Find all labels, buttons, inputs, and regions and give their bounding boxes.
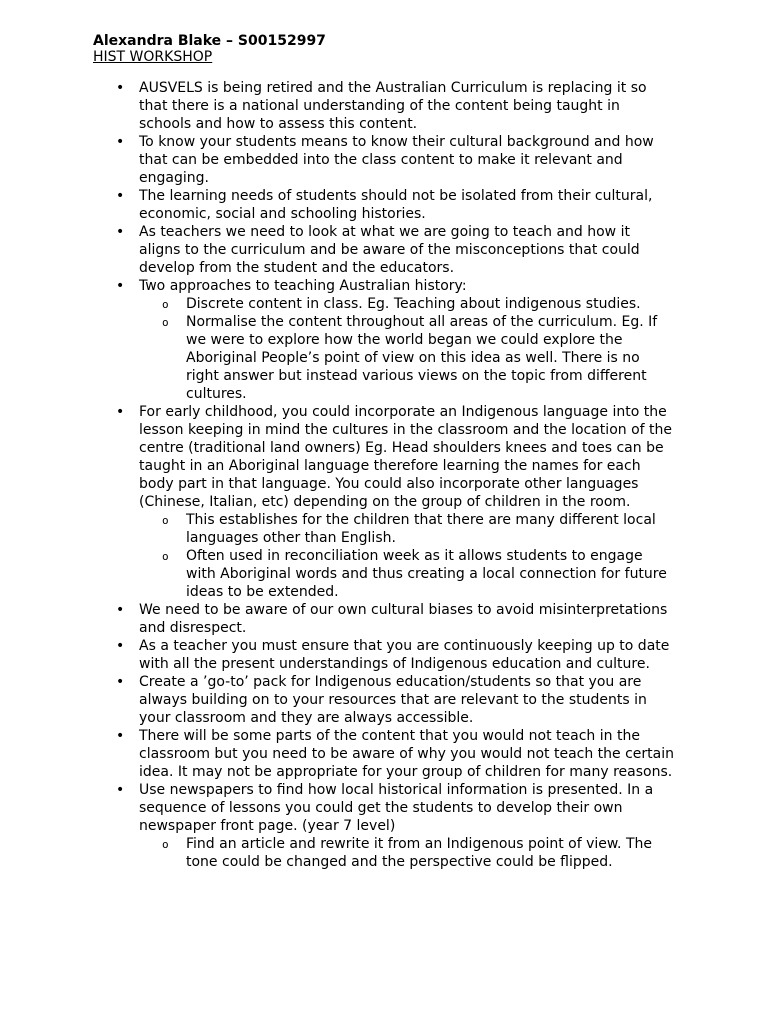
bullet-item <box>0 223 675 277</box>
bullet-item <box>0 133 675 187</box>
document-header <box>93 33 326 65</box>
bullet-item <box>0 637 675 673</box>
sub-bullet-item: o Find an article and rewrite it from an Indigenous point of view. The tone could be changed and the perspective could be flipped. <box>186 835 675 871</box>
bullet-text: Use newspapers to find how local historical information is presented. In a sequence of lessons you could get the students to develop their own newspaper front page. (year 7 level) <box>139 782 654 834</box>
bullet-text: As teachers we need to look at what we are going to teach and how it aligns to the curriculum and be aware of the misconceptions that could develop from the student and the educators. <box>139 224 640 276</box>
bullet-text: The learning needs of students should not be isolated from their cultural, economic, social and schooling histories. <box>139 188 653 222</box>
bullet-text: There will be some parts of the content that you would not teach in the classroom but you need to be aware of why you would not teach the certain idea. It may not be appropriate for your group of children for many reasons. <box>139 728 675 780</box>
bullet-item <box>0 727 675 781</box>
bullet-item <box>0 673 675 727</box>
bullet-item <box>0 187 675 223</box>
bullet-item <box>0 403 675 601</box>
sub-bullet-item: o Normalise the content throughout all areas of the curriculum. Eg. If we were to explore how the world began we could explore the Aboriginal People’s point of view on this idea as well. There is no right answer but instead various views on the topic from different cultures. <box>186 313 675 403</box>
sub-list <box>139 835 675 871</box>
bullet-item <box>0 79 675 133</box>
sub-bullet-item: o Discrete content in class. Eg. Teaching about indigenous studies. <box>186 295 675 313</box>
sub-bullet-item: o Often used in reconciliation week as it allows students to engage with Aboriginal words and thus creating a local connection for future ideas to be extended. <box>186 547 675 601</box>
bullet-text: As a teacher you must ensure that you are continuously keeping up to date with all the present understandings of Indigenous education and culture. <box>139 638 670 672</box>
bullet-text: Create a ’go-to’ pack for Indigenous education/students so that you are always building on to your resources that are relevant to the students in your classroom and they are always accessible. <box>139 674 647 726</box>
bullet-item <box>0 601 675 637</box>
sub-list <box>139 295 675 403</box>
bullet-item <box>0 277 675 403</box>
bullet-item <box>0 781 675 871</box>
bullet-text: To know your students means to know their cultural background and how that can be embedded into the class content to make it relevant and engaging. <box>139 134 654 186</box>
notes-list <box>0 79 768 871</box>
sub-list <box>139 511 675 601</box>
bullet-text: AUSVELS is being retired and the Australian Curriculum is replacing it so that there is a national understanding of the content being taught in schools and how to assess this content. <box>139 80 647 132</box>
bullet-text: For early childhood, you could incorporate an Indigenous language into the lesson keeping in mind the cultures in the classroom and the location of the centre (traditional land owners) Eg. Head shoulders knees and toes can be taught in an Aboriginal language therefore learning the names for each body part in that language. You could also incorporate other languages (Chinese, Italian, etc) depending on the group of children in the room. <box>139 404 672 510</box>
author-line: Alexandra Blake – S00152997 <box>93 33 326 49</box>
sub-bullet-item: o This establishes for the children that there are many different local languages other than English. <box>186 511 675 547</box>
document-title: HIST WORKSHOP <box>93 49 213 65</box>
bullet-text: Two approaches to teaching Australian history: <box>139 278 467 294</box>
bullet-text: We need to be aware of our own cultural biases to avoid misinterpretations and disrespect. <box>139 602 668 636</box>
